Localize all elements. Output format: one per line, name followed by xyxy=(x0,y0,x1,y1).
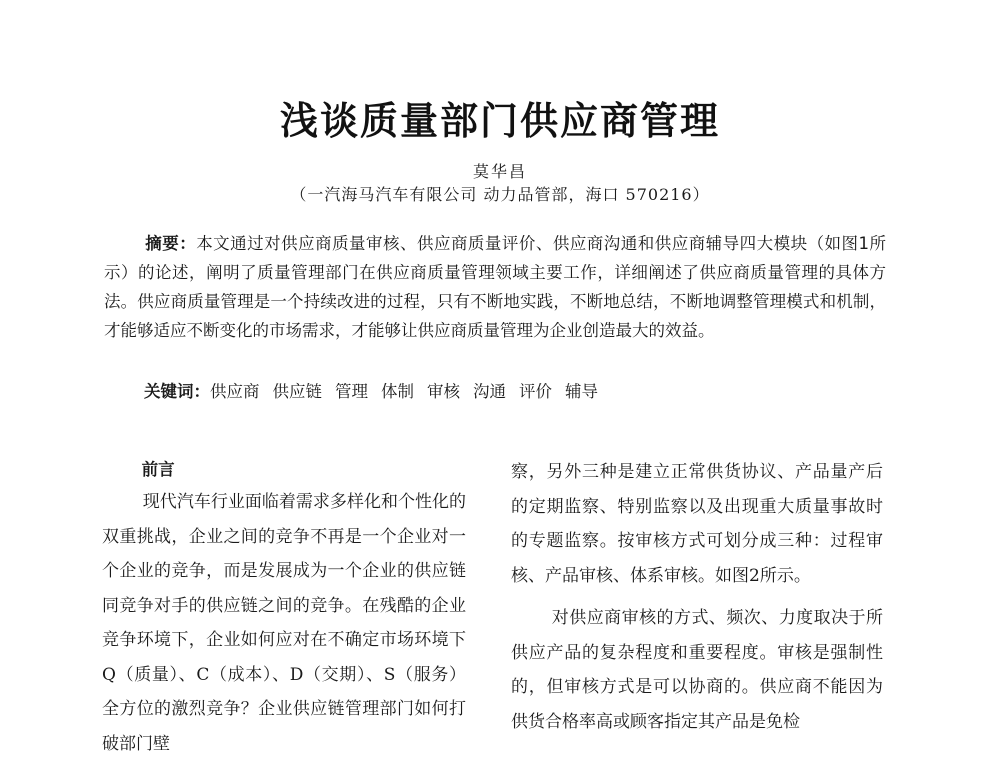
body-paragraph: 对供应商审核的方式、频次、力度取决于所供应产品的复杂程度和重要程度。审核是强制性的，但审核方式是可以协商的。供应商不能因为供货合格率高或顾客指定其产品是免检 xyxy=(511,608,883,732)
keyword: 沟通 xyxy=(473,382,506,401)
keywords-label: 关键词： xyxy=(144,382,210,401)
author-name: 莫华昌 xyxy=(472,162,527,181)
body-paragraph: 察，另外三种是建立正常供货协议、产品量产后的定期监察、特别监察以及出现重大质量事故时的专题监察。按审核方式可划分成三种：过程审核、产品审核、体系审核。如图2所示。 xyxy=(511,462,883,586)
section-heading: 前言 xyxy=(141,460,175,479)
keyword: 供应链 xyxy=(272,382,322,401)
keyword: 管理 xyxy=(335,382,368,401)
right-column xyxy=(511,455,883,739)
abstract xyxy=(104,229,886,345)
keyword: 辅导 xyxy=(565,382,598,401)
paper-title: 浅谈质量部门供应商管理 xyxy=(279,99,720,143)
keyword: 评价 xyxy=(519,382,552,401)
left-column xyxy=(102,455,466,761)
abstract-text: 本文通过对供应商质量审核、供应商质量评价、供应商沟通和供应商辅导四大模块（如图1所示）的论述，阐明了质量管理部门在供应商质量管理领域主要工作，详细阐述了供应商质量管理的具体方法。供应商质量管理是一个持续改进的过程，只有不断地实践，不断地总结，不断地调整管理模式和机制，才能够适应不断变化的市场需求，才能够让供应商质量管理为企业创造最大的效益。 xyxy=(104,234,887,340)
keywords xyxy=(144,379,611,405)
body-paragraph: 现代汽车行业面临着需求多样化和个性化的双重挑战，企业之间的竞争不再是一个企业对一个企业的竞争，而是发展成为一个企业的供应链同竞争对手的供应链之间的竞争。在残酷的企业竞争环境下，企业如何应对在不确定市场环境下Q（质量）、C（成本）、D（交期）、S（服务）全方位的激烈竞争？企业供应链管理部门如何打破部门壁 xyxy=(102,492,466,754)
keyword: 供应商 xyxy=(210,382,260,401)
abstract-label: 摘要： xyxy=(145,234,197,253)
author-affiliation: （一汽海马汽车有限公司 动力品管部，海口 570216） xyxy=(290,185,710,204)
keyword: 审核 xyxy=(427,382,460,401)
keyword: 体制 xyxy=(381,382,414,401)
